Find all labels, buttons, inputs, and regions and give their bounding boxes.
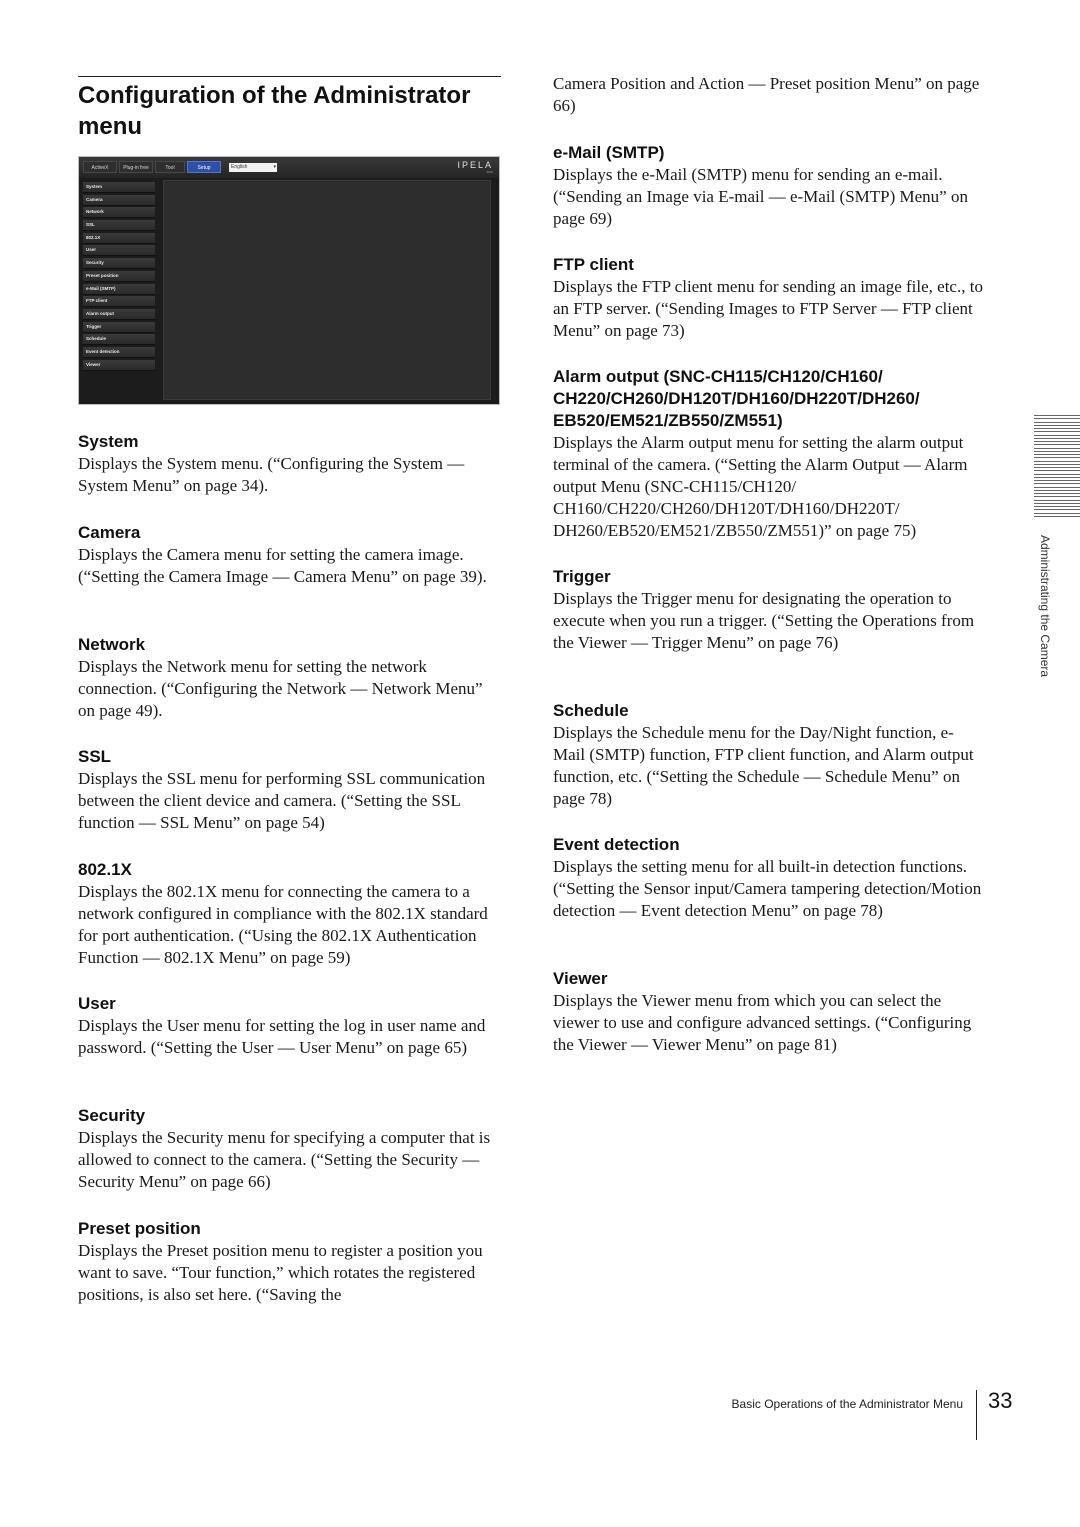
screenshot-topbar <box>79 157 499 178</box>
tab-setup[interactable]: Setup <box>187 161 221 173</box>
section-heading: User <box>78 994 116 1013</box>
section-heading: SSL <box>78 747 112 766</box>
section-heading: e-Mail (SMTP) <box>553 143 665 162</box>
section-body: Camera Position and Action — Preset position Menu” on page 66) <box>553 74 980 115</box>
section-body: Displays the Alarm output menu for setting the alarm output terminal of the camera. (“Setting the Alarm Output — Alarm output Menu (SNC-CH115/CH120/ CH160/CH220/CH260/DH120T/DH160/DH220T/ DH260/EB520/EM521/ZB550/ZM551)” on page 75) <box>553 433 968 540</box>
section-viewer <box>553 968 983 1056</box>
section-body: Displays the Trigger menu for designating the operation to execute when you run a trigger. (“Setting the Operations from the Viewer — Trigger Menu” on page 76) <box>553 589 975 652</box>
menu-item-8021x[interactable]: 802.1X <box>83 233 155 244</box>
menu-item-ssl[interactable]: SSL <box>83 220 155 231</box>
language-select[interactable] <box>229 163 277 172</box>
chevron-down-icon: ▾ <box>273 164 276 170</box>
tab-tool[interactable]: Tool <box>155 161 185 173</box>
section-body: Displays the setting menu for all built-in detection functions. (“Setting the Sensor input/Camera tampering detection/Motion detection — Event detection Menu” on page 78) <box>553 857 982 920</box>
tab-activex[interactable]: ActiveX <box>83 161 117 173</box>
section-body: Displays the User menu for setting the log in user name and password. (“Setting the User — User Menu” on page 65) <box>78 1016 486 1057</box>
menu-item-security[interactable]: Security <box>83 258 155 269</box>
chapter-side-label: Administrating the Camera <box>1038 535 1052 678</box>
title-rule <box>78 76 501 77</box>
section-body: Displays the SSL menu for performing SSL communication between the client device and camera. (“Setting the SSL function — SSL Menu” on page 54) <box>78 769 486 832</box>
section-heading: Camera <box>78 523 141 542</box>
menu-item-trigger[interactable]: Trigger <box>83 322 155 333</box>
section-heading: Trigger <box>553 567 611 586</box>
section-security <box>78 1105 502 1193</box>
section-trigger <box>553 566 983 654</box>
section-body: Displays the Viewer menu from which you can select the viewer to use and configure advanced settings. (“Configuring the Viewer — Viewer Menu” on page 81) <box>553 991 972 1054</box>
section-system <box>78 431 502 497</box>
section-network <box>78 634 502 722</box>
section-heading: 802.1X <box>78 860 132 879</box>
page-title: Configuration of the Administrator menu <box>78 82 471 140</box>
admin-menu-screenshot <box>78 156 500 405</box>
page-number: 33 <box>988 1388 1013 1413</box>
section-body: Displays the Schedule menu for the Day/Night function, e-Mail (SMTP) function, FTP client function, and Alarm output function, etc. (“Setting the Schedule — Schedule Menu” on page 78) <box>553 723 974 808</box>
section-email-smtp <box>553 142 983 230</box>
menu-item-preset-position[interactable]: Preset position <box>83 271 155 282</box>
menu-item-schedule[interactable]: Schedule <box>83 334 155 345</box>
section-heading: Alarm output (SNC-CH115/CH120/CH160/ CH220/CH260/DH120T/DH160/DH220T/DH260/ EB520/EM521/ZB550/ZM551) <box>553 367 920 430</box>
menu-item-viewer[interactable]: Viewer <box>83 360 155 371</box>
section-alarm-output <box>553 366 983 542</box>
brand-logo-sub: SNC <box>486 170 493 174</box>
section-user <box>78 993 502 1059</box>
brand-logo: IPELA <box>457 160 493 170</box>
section-ssl <box>78 746 502 834</box>
section-heading: Preset position <box>78 1219 201 1238</box>
section-body: Displays the Preset position menu to register a position you want to save. “Tour function,” which rotates the registered positions, is also set here. (“Saving the <box>78 1241 483 1304</box>
preset-position-continuation <box>553 73 983 117</box>
section-heading: Security <box>78 1106 146 1125</box>
chapter-tab-marker <box>1034 415 1080 519</box>
section-camera <box>78 522 502 588</box>
menu-item-alarm-output[interactable]: Alarm output <box>83 309 155 320</box>
menu-item-event-detection[interactable]: Event detection <box>83 347 155 358</box>
section-heading: Viewer <box>553 969 608 988</box>
language-value: English <box>231 164 248 170</box>
section-body: Displays the Network menu for setting the network connection. (“Configuring the Network — Network Menu” on page 49). <box>78 657 483 720</box>
section-event-detection <box>553 834 983 922</box>
section-body: Displays the Camera menu for setting the camera image. (“Setting the Camera Image — Camera Menu” on page 39). <box>78 545 487 586</box>
footer-rule <box>976 1390 977 1440</box>
section-schedule <box>553 700 983 810</box>
section-body: Displays the 802.1X menu for connecting the camera to a network configured in compliance with the 802.1X standard for port authentication. (“Using the 802.1X Authentication Function — 802.1X Menu” on page 59) <box>78 882 488 967</box>
screenshot-side-menu <box>83 182 155 372</box>
section-heading: Schedule <box>553 701 629 720</box>
section-ftp-client <box>553 254 983 342</box>
screenshot-content-area <box>163 180 491 400</box>
menu-item-user[interactable]: User <box>83 245 155 256</box>
section-body: Displays the Security menu for specifying a computer that is allowed to connect to the camera. (“Setting the Security — Security Menu” on page 66) <box>78 1128 491 1191</box>
menu-item-ftp-client[interactable]: FTP client <box>83 296 155 307</box>
menu-item-network[interactable]: Network <box>83 207 155 218</box>
menu-item-email-smtp[interactable]: e-Mail (SMTP) <box>83 284 155 295</box>
section-body: Displays the e-Mail (SMTP) menu for sending an e-mail. (“Sending an Image via E-mail — e-Mail (SMTP) Menu” on page 69) <box>553 165 968 228</box>
section-body: Displays the System menu. (“Configuring the System — System Menu” on page 34). <box>78 454 465 495</box>
section-8021x <box>78 859 502 969</box>
footer-section-label: Basic Operations of the Administrator Menu <box>731 1397 963 1411</box>
section-body: Displays the FTP client menu for sending an image file, etc., to an FTP server. (“Sending Images to FTP Server — FTP client Menu” on page 73) <box>553 277 983 340</box>
section-heading: FTP client <box>553 255 634 274</box>
section-preset-position <box>78 1218 502 1306</box>
section-heading: Network <box>78 635 146 654</box>
section-heading: System <box>78 432 139 451</box>
section-heading: Event detection <box>553 835 680 854</box>
menu-item-camera[interactable]: Camera <box>83 195 155 206</box>
tab-plugin-free[interactable]: Plug-in free <box>119 161 153 173</box>
menu-item-system[interactable]: System <box>83 182 155 193</box>
